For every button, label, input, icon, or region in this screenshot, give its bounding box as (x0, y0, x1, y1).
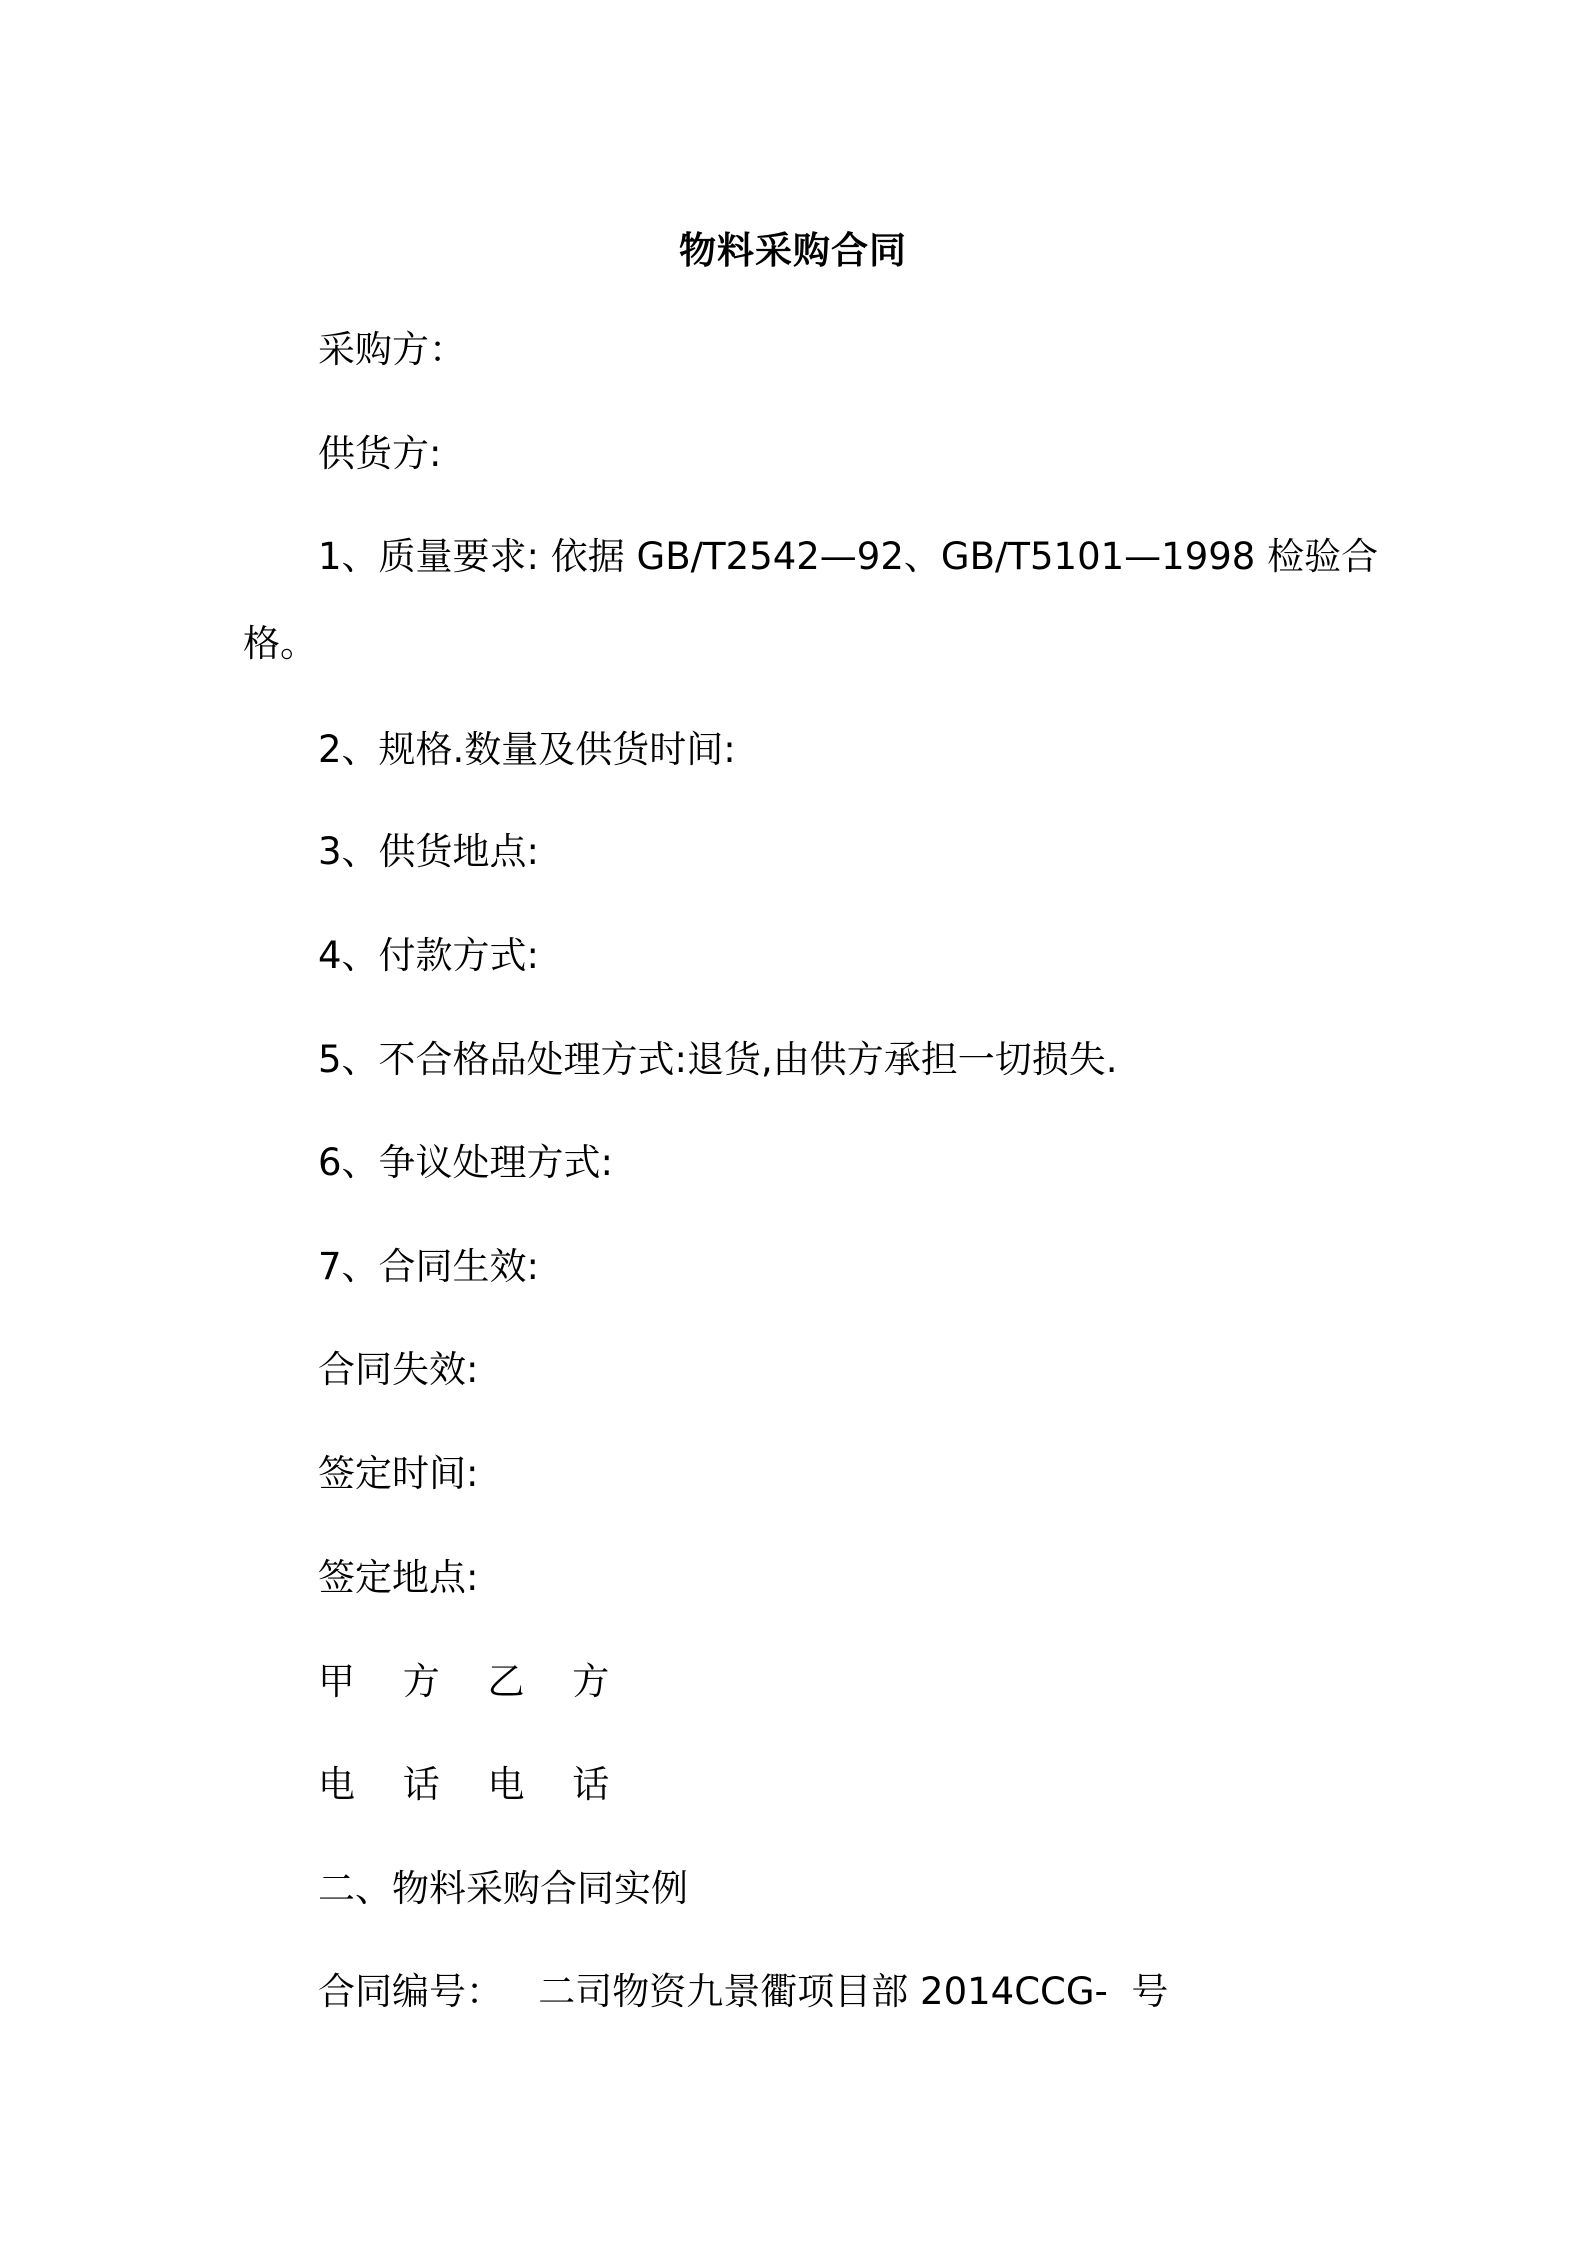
parties-line: 甲 方 乙 方 (318, 1660, 628, 1703)
contract-number-line: 合同编号： 二司物资九景衢项目部 2014CCG- 号 (318, 1970, 1169, 2013)
item-4: 4、付款方式: (318, 934, 540, 977)
sign-time-line: 签定时间: (318, 1452, 479, 1495)
item-1-line-1: 1、质量要求: 依据 GB/T2542—92、GB/T5101—1998 检验合 (318, 535, 1379, 578)
supplier-line: 供货方: (318, 432, 442, 475)
item-2: 2、规格.数量及供货时间: (318, 728, 736, 771)
expiry-line: 合同失效: (318, 1348, 479, 1391)
item-7: 7、合同生效: (318, 1245, 540, 1288)
section-2-heading: 二、物料采购合同实例 (318, 1867, 688, 1910)
item-6: 6、争议处理方式: (318, 1141, 614, 1184)
document-title: 物料采购合同 (679, 229, 907, 272)
buyer-line: 采购方： (318, 328, 466, 371)
sign-place-line: 签定地点: (318, 1556, 479, 1599)
item-5: 5、不合格品处理方式:退货,由供方承担一切损失. (318, 1038, 1118, 1081)
phones-line: 电 话 电 话 (318, 1763, 628, 1806)
item-1-line-2: 格。 (243, 622, 317, 665)
item-3: 3、供货地点: (318, 830, 540, 873)
